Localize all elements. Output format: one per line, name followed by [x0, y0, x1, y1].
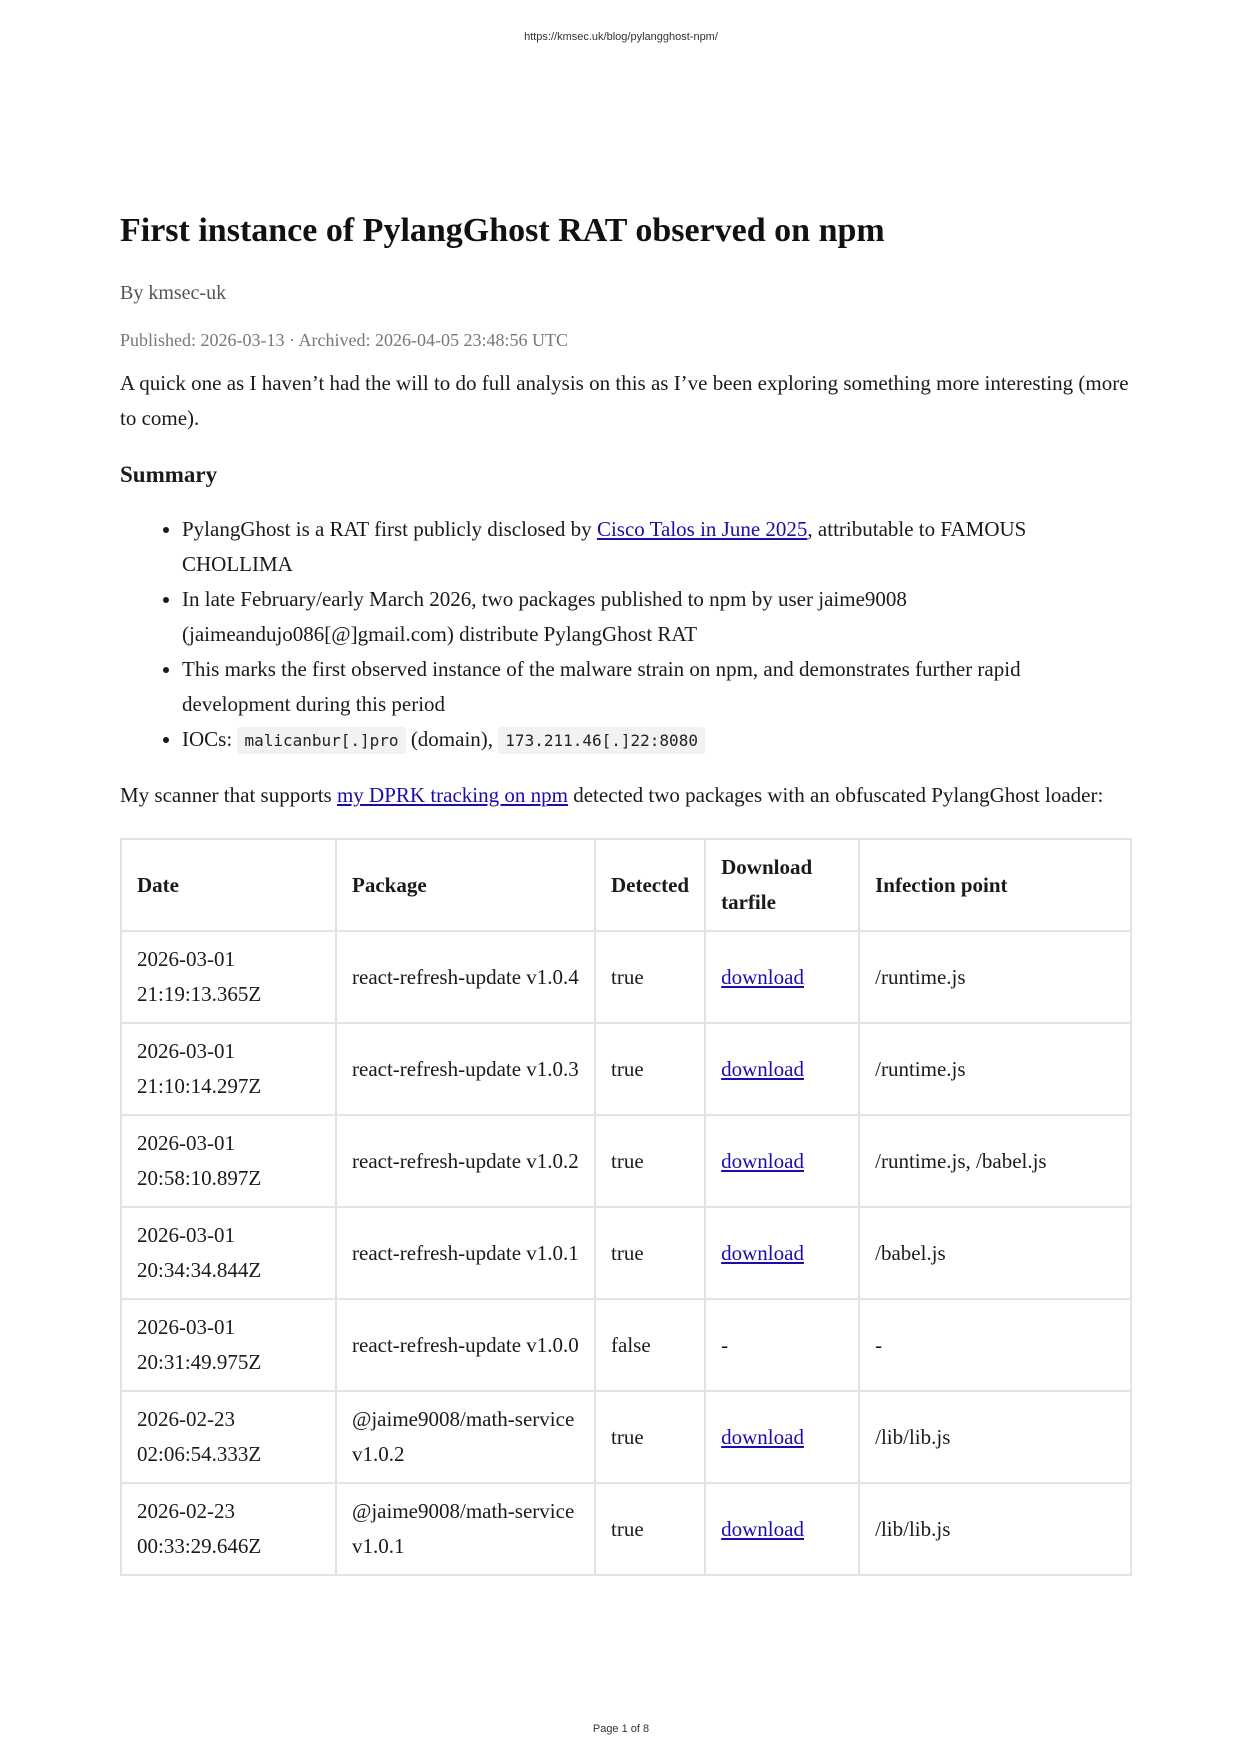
table-row — [121, 931, 1131, 1023]
date-line: 2026-03-01 — [137, 1315, 235, 1339]
time-line: 00:33:29.646Z — [137, 1534, 262, 1558]
scanner-tail: detected two packages with an obfuscated PylangGhost loader: — [567, 783, 1104, 807]
header-detected: Detected — [595, 839, 705, 931]
packages-table — [120, 838, 1132, 1576]
cell-infection-point: /lib/lib.js — [859, 1483, 1131, 1575]
time-line: 21:19:13.365Z — [137, 982, 262, 1006]
cell-package: react-refresh-update v1.0.4 — [336, 931, 595, 1023]
table-row — [121, 1115, 1131, 1207]
summary-item — [182, 512, 1132, 582]
table-row — [121, 1391, 1131, 1483]
ioc-separator: (domain), — [405, 727, 499, 751]
summary-item: • In late February/early March 2026, two packages published to npm by user jaime9008 (jaimeandujo086[@]gmail.com) distribute PylangGhost RAT — [182, 582, 1132, 652]
scanner-text: My scanner that supports — [120, 783, 337, 807]
cell-date — [121, 1299, 336, 1391]
table-row — [121, 1299, 1131, 1391]
cell-package: @jaime9008/math-service v1.0.2 — [336, 1391, 595, 1483]
article — [120, 210, 1132, 1576]
cell-detected: true — [595, 1207, 705, 1299]
cisco-talos-link[interactable]: Cisco Talos in June 2025 — [596, 517, 808, 541]
cell-date — [121, 931, 336, 1023]
table-header-row — [121, 839, 1131, 931]
cell-detected: true — [595, 1115, 705, 1207]
article-title: First instance of PylangGhost RAT observed on npm — [120, 212, 885, 249]
cell-package: react-refresh-update v1.0.3 — [336, 1023, 595, 1115]
cell-detected: false — [595, 1299, 705, 1391]
download-link[interactable]: download — [721, 1240, 804, 1265]
cell-package: react-refresh-update v1.0.0 — [336, 1299, 595, 1391]
cell-date — [121, 1391, 336, 1483]
cell-date — [121, 1207, 336, 1299]
time-line: 20:58:10.897Z — [137, 1166, 262, 1190]
cell-date — [121, 1483, 336, 1575]
page-number: Page 1 of 8 — [592, 1723, 650, 1735]
bullet1-tail: , attributable to FAMOUS CHOLLIMA — [182, 517, 1027, 576]
ioc-domain: malicanbur[.]pro — [237, 727, 405, 754]
intro-paragraph: A quick one as I haven’t had the will to do full analysis on this as I’ve been exploring something more interesting (more to come). — [120, 371, 1129, 430]
download-link[interactable]: download — [721, 1056, 804, 1081]
summary-item — [182, 722, 1132, 758]
table-row — [121, 1023, 1131, 1115]
dprk-tracking-link[interactable]: my DPRK tracking on npm — [336, 783, 568, 807]
header-infection: Infection point — [859, 839, 1131, 931]
cell-detected: true — [595, 931, 705, 1023]
cell-infection-point: - — [859, 1299, 1131, 1391]
header-package: Package — [336, 839, 595, 931]
table-row — [121, 1483, 1131, 1575]
time-line: 02:06:54.333Z — [137, 1442, 262, 1466]
byline: By kmsec-uk — [120, 282, 227, 304]
cell-detected: true — [595, 1023, 705, 1115]
cell-download — [705, 1483, 859, 1575]
cell-infection-point: /runtime.js, /babel.js — [859, 1115, 1131, 1207]
date-line: 2026-03-01 — [137, 1039, 235, 1063]
date-line: 2026-03-01 — [137, 1223, 235, 1247]
time-line: 20:31:49.975Z — [137, 1350, 262, 1374]
cell-date — [121, 1023, 336, 1115]
download-link[interactable]: download — [721, 1516, 804, 1541]
header-date: Date — [121, 839, 336, 931]
cell-detected: true — [595, 1391, 705, 1483]
cell-infection-point: /babel.js — [859, 1207, 1131, 1299]
summary-heading: Summary — [120, 462, 218, 487]
cell-download — [705, 1391, 859, 1483]
cell-infection-point: /runtime.js — [859, 931, 1131, 1023]
ioc-label: IOCs: — [182, 727, 238, 751]
cell-download — [705, 1207, 859, 1299]
date-line: 2026-02-23 — [137, 1407, 235, 1431]
cell-detected: true — [595, 1483, 705, 1575]
ioc-ip: 173.211.46[.]22:8080 — [498, 727, 705, 754]
cell-package: react-refresh-update v1.0.1 — [336, 1207, 595, 1299]
publish-meta: Published: 2026-03-13 · Archived: 2026-04-05 23:48:56 UTC — [120, 330, 568, 350]
summary-item: • This marks the first observed instance of the malware strain on npm, and demonstrates further rapid development during this period — [182, 652, 1132, 722]
cell-download: - — [705, 1299, 859, 1391]
date-line: 2026-02-23 — [137, 1499, 235, 1523]
bullet1-text: PylangGhost is a RAT first publicly disclosed by — [182, 517, 597, 541]
table-row — [121, 1207, 1131, 1299]
cell-date — [121, 1115, 336, 1207]
cell-package: react-refresh-update v1.0.2 — [336, 1115, 595, 1207]
scanner-paragraph — [120, 778, 1132, 813]
date-line: 2026-03-01 — [137, 947, 235, 971]
download-link[interactable]: download — [721, 1148, 804, 1173]
cell-package: @jaime9008/math-service v1.0.1 — [336, 1483, 595, 1575]
date-line: 2026-03-01 — [137, 1131, 235, 1155]
cell-download — [705, 931, 859, 1023]
cell-download — [705, 1115, 859, 1207]
summary-list — [120, 512, 1132, 758]
cell-download — [705, 1023, 859, 1115]
header-download: Download tarfile — [705, 839, 859, 931]
download-link[interactable]: download — [721, 1424, 804, 1449]
time-line: 21:10:14.297Z — [137, 1074, 262, 1098]
download-link[interactable]: download — [721, 964, 804, 989]
cell-infection-point: /runtime.js — [859, 1023, 1131, 1115]
time-line: 20:34:34.844Z — [137, 1258, 262, 1282]
page-url-header: https://kmsec.uk/blog/pylangghost-npm/ — [524, 31, 718, 43]
cell-infection-point: /lib/lib.js — [859, 1391, 1131, 1483]
